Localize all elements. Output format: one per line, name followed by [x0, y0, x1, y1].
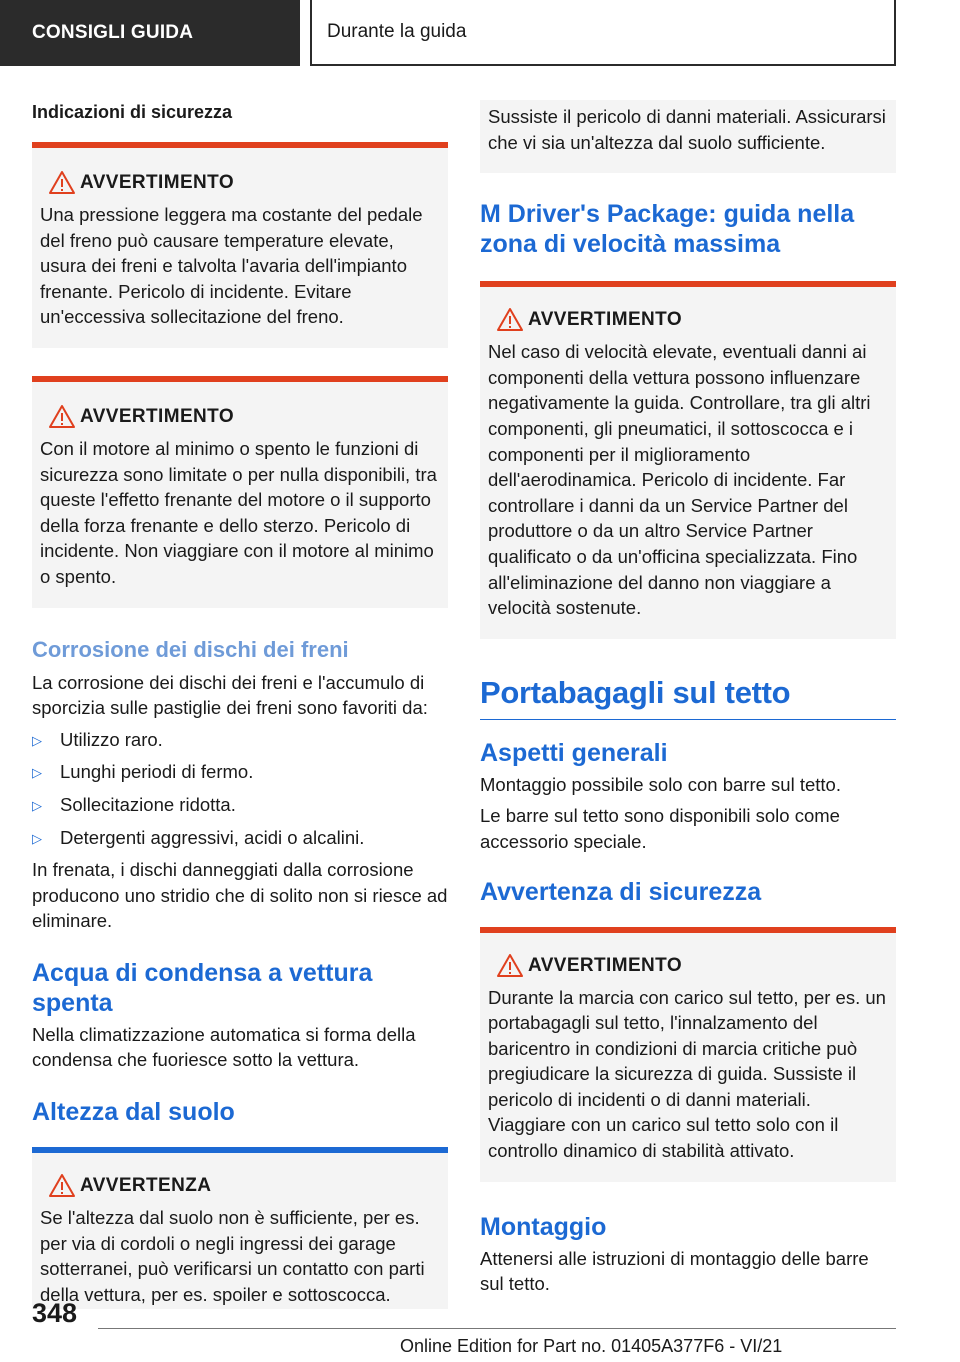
general-heading: Aspetti generali: [480, 738, 668, 767]
caution-box: [32, 1147, 448, 1309]
list-item: ▷ Detergenti aggressivi, acidi o alcalini.: [32, 825, 448, 852]
triangle-bullet-icon: ▷: [32, 830, 42, 846]
roof-rack-heading: Portabagagli sul tetto: [480, 673, 896, 720]
warning-box: [480, 927, 896, 1182]
mounting-heading: Montaggio: [480, 1212, 607, 1241]
condensation-heading: Acqua di condensa a vettura spenta: [32, 958, 373, 1017]
list-item: ▷ Lunghi periodi di fermo.: [32, 759, 448, 786]
ground-heading: Altezza dal suolo: [32, 1098, 235, 1127]
warning-title: AVVERTIMENTO: [528, 309, 682, 331]
warning-text: Una pressione leggera ma costante del pedale del freno può causare temperature elevate, usura dei freni e talvolta l'avaria dell'impianto frenante. Pericolo di incidente. Evitare un'eccessiva sollecitazione del freno.: [40, 204, 423, 328]
safety-note-heading: Avvertenza di sicurezza: [480, 877, 762, 906]
footer-divider: [98, 1328, 896, 1329]
warning-title: AVVERTIMENTO: [80, 172, 234, 193]
warning-triangle-icon: [488, 953, 528, 979]
warning-text: Sussiste il pericolo di danni materiali. Assicurarsi che vi sia un'altezza dal suolo sufficiente.: [488, 106, 886, 153]
warning-triangle-icon: [40, 1173, 80, 1199]
warning-title: AVVERTENZA: [80, 1175, 212, 1197]
general-text-1: Montaggio possibile solo con barre sul tetto.: [480, 773, 841, 795]
mounting-text: Attenersi alle istruzioni di montaggio delle barre sul tetto.: [480, 1247, 869, 1295]
warning-text: Nel caso di velocità elevate, eventuali danni ai componenti della vettura possono influenzare negativamente la guida. Controllare, tra gli altri componenti, gli pneumatici, il sottoscocca e i componenti per il miglioramento dell'aerodinamica. Pericolo di incidente. Far controllare i danni da un Service Partner del produttore o da un altro Service Partner qualificato o da un'officina specializzata. Fino all'eliminazione del danno non viaggiare a velocità sostenute.: [488, 341, 871, 619]
warning-box: [32, 376, 448, 608]
triangle-bullet-icon: ▷: [32, 732, 42, 748]
warning-title: AVVERTIMENTO: [80, 405, 234, 427]
general-text-2: Le barre sul tetto sono disponibili solo come accessorio speciale.: [480, 805, 840, 852]
triangle-bullet-icon: ▷: [32, 765, 42, 781]
list-item: ▷ Sollecitazione ridotta.: [32, 792, 448, 819]
right-column: [480, 100, 896, 1303]
page-header: [0, 0, 960, 66]
chapter-tab: Durante la guida: [310, 0, 896, 66]
left-column: [32, 100, 448, 1309]
corrosion-outro: In frenata, i dischi danneggiati dalla corrosione producono uno stridio che di solito non si riesce ad eliminare.: [32, 859, 448, 932]
section-tab: CONSIGLI GUIDA: [0, 0, 300, 66]
corrosion-intro: La corrosione dei dischi dei freni e l'accumulo di sporcizia sulle pastiglie dei freni sono favoriti da:: [32, 671, 428, 719]
warning-box: [480, 281, 896, 639]
warning-title: AVVERTIMENTO: [528, 954, 682, 976]
warning-triangle-icon: [488, 307, 528, 333]
safety-heading: Indicazioni di sicurezza: [32, 102, 233, 122]
warning-text: Se l'altezza dal suolo non è sufficiente, per es. per via di cordoli o negli ingressi dei garage sotterranei, può verificarsi un contatto con parti della vettura, per es. spoiler e sottoscocca.: [40, 1207, 425, 1305]
triangle-bullet-icon: ▷: [32, 797, 42, 813]
warning-box: [32, 142, 448, 348]
page-number: 348: [32, 1298, 78, 1328]
list-item: ▷ Utilizzo raro.: [32, 727, 448, 754]
caution-box-continued: [480, 100, 896, 173]
edition-text: Online Edition for Part no. 01405A377F6 - VI/21: [400, 1336, 783, 1356]
corrosion-list: [32, 727, 448, 851]
corrosion-heading: Corrosione dei dischi dei freni: [32, 636, 349, 662]
condensation-text: Nella climatizzazione automatica si forma della condensa che fuoriesce sotto la vettura.: [32, 1023, 416, 1071]
warning-text: Durante la marcia con carico sul tetto, per es. un portabagagli sul tetto, l'innalzamento del baricentro in condizioni di marcia critiche può pregiudicare la sicurezza di guida. Sussiste il pericolo di incidenti o di danni materiali. Viaggiare con un carico sul tetto solo con il controllo dinamico di stabilità attivato.: [488, 986, 886, 1162]
mdriver-heading: M Driver's Package: guida nella zona di velocità massima: [480, 200, 855, 259]
warning-triangle-icon: [40, 404, 80, 430]
warning-text: Con il motore al minimo o spento le funzioni di sicurezza sono limitate o per nulla disponibili, tra queste l'effetto frenante del motore o il supporto della forza frenante e dello sterzo. Pericolo di incidente. Non viaggiare con il motore al minimo o spento.: [40, 437, 437, 587]
warning-triangle-icon: [40, 170, 80, 196]
